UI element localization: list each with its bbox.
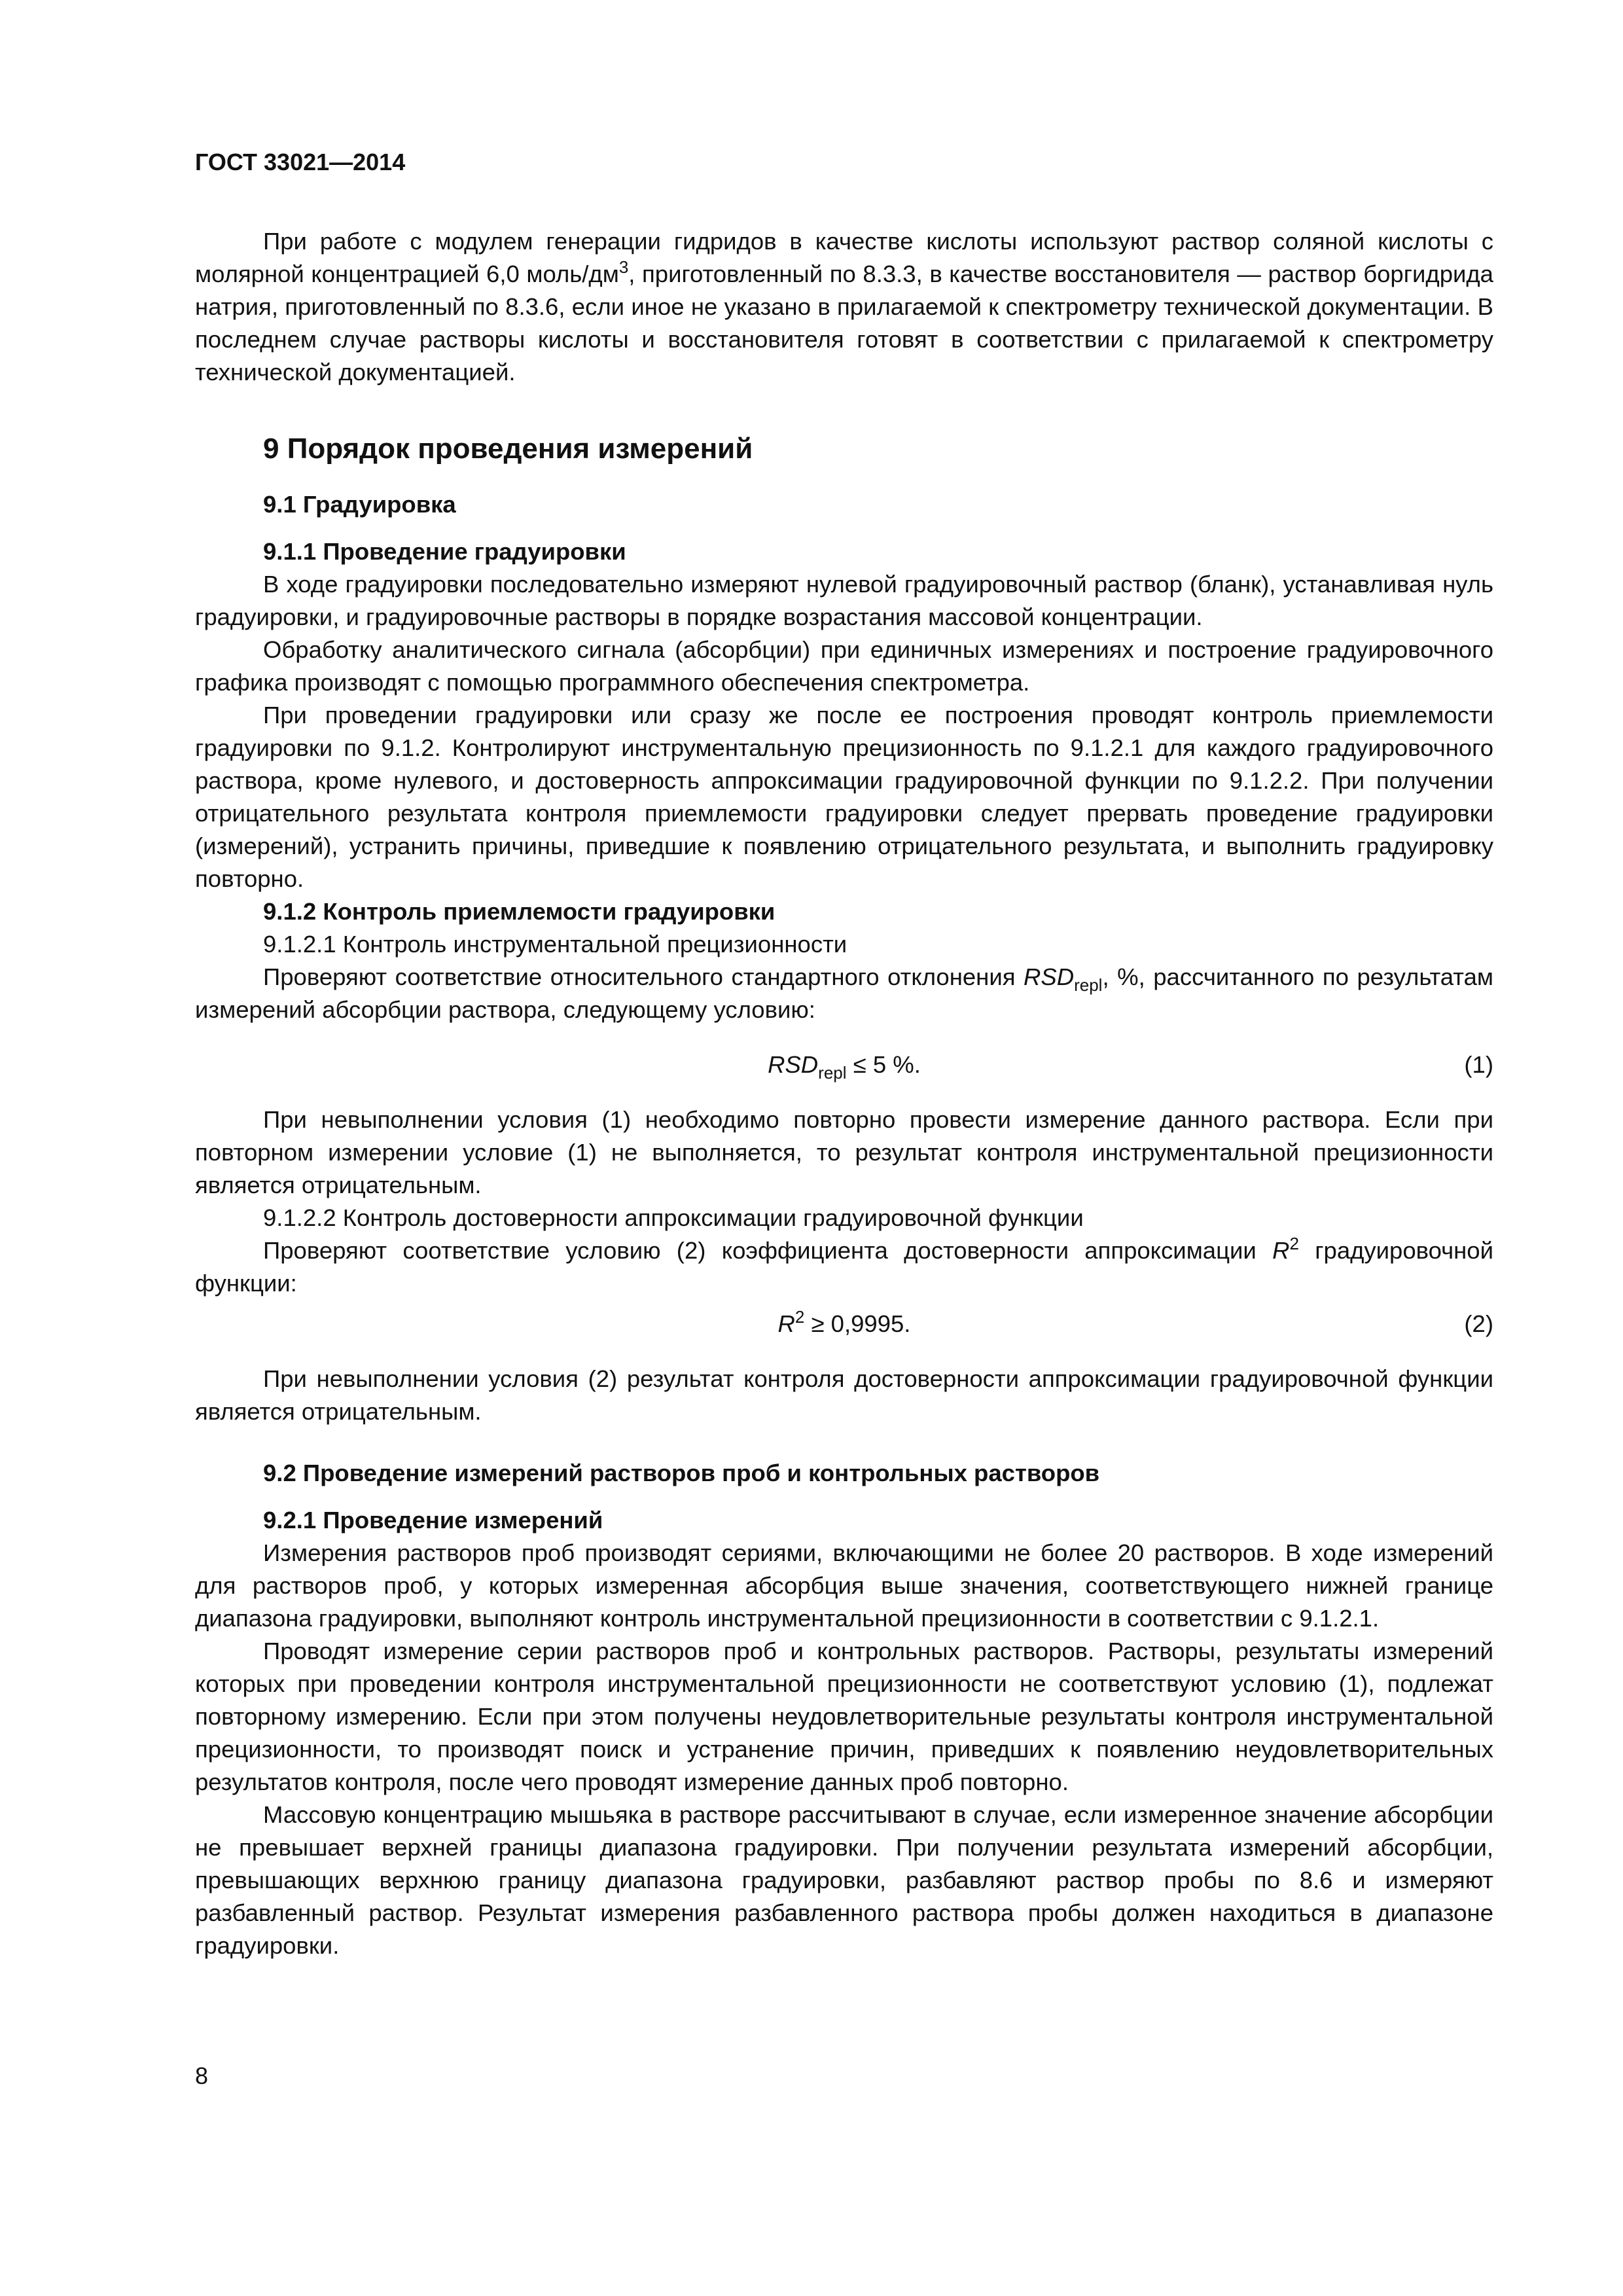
paragraph-9-1-2-1-a: Проверяют соответствие относительного стандартного отклонения $RSD_{repl}$, %, рассчитанного по результатам измерений абсорбции раствора, следующему условию: — [195, 963, 1494, 1023]
paragraph-9-1-1-a: В ходе градуировки последовательно измеряют нулевой градуировочный раствор (бланк), устанавливая нуль градуировки, и градуировочные растворы в порядке возрастания массовой концентрации. — [195, 571, 1493, 630]
formula-2-number: (2) — [1464, 1310, 1493, 1337]
section-9-2-1-title: 9.2.1 Проведение измерений — [263, 1507, 603, 1534]
formula-1-number: (1) — [1464, 1051, 1493, 1078]
section-9-1-2-1-title: 9.1.2.1 Контроль инструментальной прецизионности — [263, 931, 847, 958]
section-9-1-2-title: 9.1.2 Контроль приемлемости градуировки — [263, 898, 776, 925]
paragraph-9-2-1-b: Проводят измерение серии растворов проб и контрольных растворов. Растворы, результаты измерений которых при проведении контроля инструментальной прецизионности не соответствуют условию (1), подлежат повторному измерению. Если при этом получены неудовлетворительные результаты контроля инструментальной прецизионности, то производят поиск и устранение причин, приведших к появлению неудовлетворительных результатов контроля, после чего проводят измерение данных проб повторно. — [195, 1638, 1493, 1795]
paragraph-9-2-1-a: Измерения растворов проб производят сериями, включающими не более 20 растворов. В ходе измерений для растворов проб, у которых измеренная абсорбция выше значения, соответствующего нижней границе диапазона градуировки, выполняют контроль инструментальной прецизионности в соответствии с 9.1.2.1. — [195, 1539, 1493, 1632]
paragraph-9-1-2-2-a: Проверяют соответствие условию (2) коэффициента достоверности аппроксимации $R^2$ градуировочной функции: — [195, 1234, 1493, 1297]
formula-2-expression: $R^2 \ge 0,9995$. — [777, 1307, 911, 1337]
page-number: 8 — [195, 2062, 209, 2089]
section-9-title: 9 Порядок проведения измерений — [263, 433, 753, 465]
section-9-1-title: 9.1 Градуировка — [263, 491, 456, 518]
paragraph-9-1-2-1-b: При невыполнении условия (1) необходимо повторно провести измерение данного раствора. Если при повторном измерении условие (1) не выполняется, то результат контроля инструментальной прецизионности является отрицательным. — [195, 1106, 1493, 1198]
formula-1 — [195, 1049, 1493, 1081]
formula-1-expression: $RSD_{repl} \le 5$ %. — [768, 1051, 921, 1083]
formula-2 — [195, 1308, 1493, 1340]
section-9-1-1-title: 9.1.1 Проведение градуировки — [263, 538, 626, 565]
paragraph-9-1-2-2-b: При невыполнении условия (2) результат контроля достоверности аппроксимации градуировочной функции является отрицательным. — [195, 1365, 1493, 1425]
paragraph-9-2-1-c: Массовую концентрацию мышьяка в растворе рассчитывают в случае, если измеренное значение абсорбции не превышает верхней границы диапазона градуировки. При получении результата измерений абсорбции, превышающих верхнюю границу диапазона градуировки, разбавляют раствор пробы по 8.6 и измеряют разбавленный раствор. Результат измерения разбавленного раствора пробы должен находиться в диапазоне градуировки. — [195, 1801, 1493, 1959]
paragraph-9-1-1-c: При проведении градуировки или сразу же после ее построения проводят контроль приемлемости градуировки по 9.1.2. Контролируют инструментальную прецизионность по 9.1.2.1 для каждого градуировочного раствора, кроме нулевого, и достоверность аппроксимации градуировочной функции по 9.1.2.2. При получении отрицательного результата контроля приемлемости градуировки следует прервать проведение градуировки (измерений), устранить причины, приведшие к появлению отрицательного результата, и выполнить градуировку повторно. — [195, 702, 1493, 892]
document-header: ГОСТ 33021—2014 — [195, 149, 406, 175]
intro-paragraph: При работе с модулем генерации гидридов в качестве кислоты используют раствор соляной кислоты с молярной концентрацией 6,0 моль/$дм^3$, приготовленный по 8.3.3, в качестве восстановителя — раствор боргидрида натрия, приготовленный по 8.3.6, если иное не указано в прилагаемой к спектрометру технической документации. В последнем случае растворы кислоты и восстановителя готовят в соответствии с прилагаемой к спектрометру технической документацией. — [195, 228, 1493, 386]
paragraph-9-1-1-b: Обработку аналитического сигнала (абсорбции) при единичных измерениях и построение градуировочного графика производят с помощью программного обеспечения спектрометра. — [195, 636, 1493, 696]
document-page — [195, 147, 1493, 1962]
section-9-2-title: 9.2 Проведение измерений растворов проб и контрольных растворов — [263, 1460, 1100, 1486]
section-9-1-2-2-title: 9.1.2.2 Контроль достоверности аппроксимации градуировочной функции — [263, 1204, 1084, 1231]
